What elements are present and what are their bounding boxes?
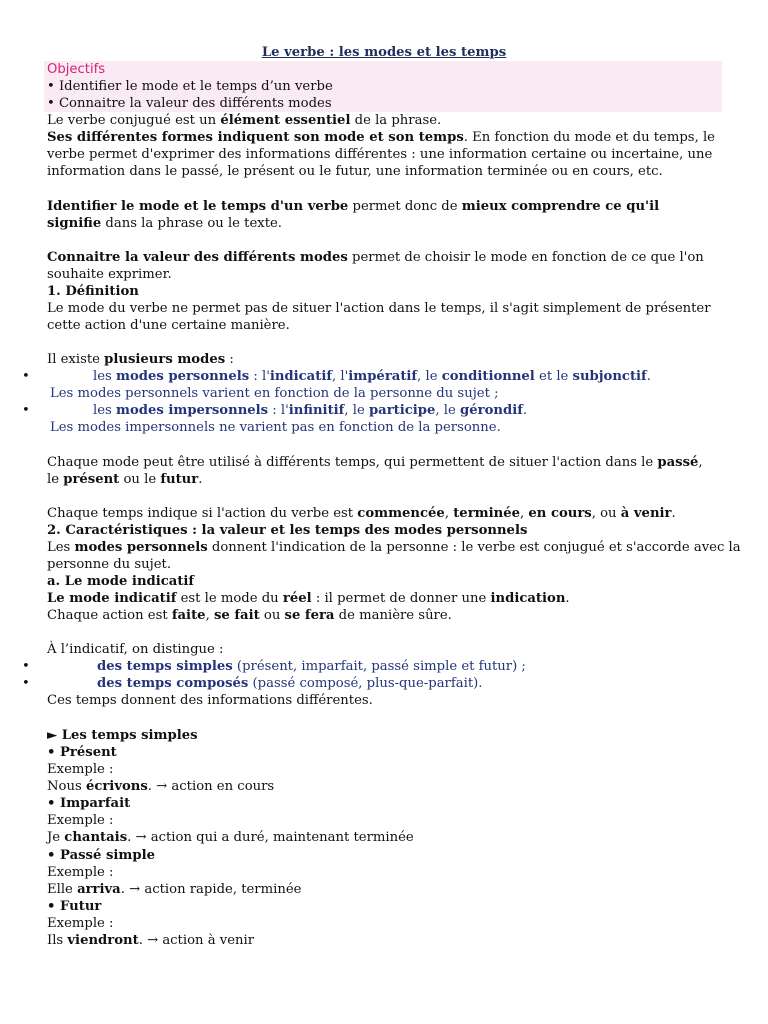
bullet-icon: •	[22, 659, 30, 674]
tenses-line: le présent ou le futur.	[47, 472, 203, 487]
indicatif-line: Le mode indicatif est le mode du réel : il permet de donner une indication.	[47, 591, 570, 606]
characteristics-line: personne du sujet.	[47, 557, 172, 572]
example-label: Exemple :	[47, 916, 114, 931]
definition-line: cette action d'une certaine manière.	[47, 318, 290, 333]
know-line: Connaitre la valeur des différents modes permet de choisir le mode en fonction de ce que l'on	[47, 250, 704, 265]
tense-label-passe-simple: • Passé simple	[47, 848, 155, 863]
list-item-impersonal-modes: les modes impersonnels : l'infinitif, le participe, le gérondif.	[93, 403, 528, 418]
section-heading-definition: 1. Définition	[47, 284, 139, 299]
definition-line: Le mode du verbe ne permet pas de situer l'action dans le temps, il s'agit simplement de présenter	[47, 301, 711, 316]
tense-label-present: • Présent	[47, 745, 117, 760]
characteristics-line: Les modes personnels donnent l'indication de la personne : le verbe est conjugué et s'accorde avec la	[47, 540, 741, 555]
page-title: Le verbe : les modes et les temps	[261, 45, 507, 60]
list-item-simple-tenses: des temps simples (présent, imparfait, passé simple et futur) ;	[97, 659, 526, 674]
objectives-heading: Objectifs	[47, 62, 106, 77]
indicatif-info: Ces temps donnent des informations différentes.	[47, 693, 373, 708]
personal-modes-note: Les modes personnels varient en fonction de la personne du sujet ;	[50, 386, 499, 401]
intro-line: information dans le passé, le présent ou le futur, une information terminée ou en cours, etc.	[47, 164, 663, 179]
tense-label-futur: • Futur	[47, 899, 102, 914]
objective-item: • Identifier le mode et le temps d’un verbe	[47, 79, 333, 94]
intro-line: verbe permet d'exprimer des informations différentes : une information certaine ou incertaine, une	[47, 147, 713, 162]
bullet-icon: •	[22, 676, 30, 691]
indicatif-distinguish: À l’indicatif, on distingue :	[47, 642, 224, 657]
indicatif-line: Chaque action est faite, se fait ou se fera de manière sûre.	[47, 608, 452, 623]
simple-tenses-heading: ► Les temps simples	[47, 728, 198, 743]
intro-line: Ses différentes formes indiquent son mode et son temps. En fonction du mode et du temps, le	[47, 130, 715, 145]
intro-line: Le verbe conjugué est un élément essentiel de la phrase.	[47, 113, 442, 128]
identify-line: Identifier le mode et le temps d'un verbe permet donc de mieux comprendre ce qu'il	[47, 199, 660, 214]
list-item-personal-modes: les modes personnels : l'indicatif, l'impératif, le conditionnel et le subjonctif.	[93, 369, 651, 384]
objective-item: • Connaitre la valeur des différents modes	[47, 96, 332, 111]
bullet-icon: •	[22, 403, 30, 418]
know-line: souhaite exprimer.	[47, 267, 172, 282]
identify-line: signifie dans la phrase ou le texte.	[47, 216, 282, 231]
section-heading-characteristics: 2. Caractéristiques : la valeur et les temps des modes personnels	[47, 523, 528, 538]
subsection-heading-indicatif: a. Le mode indicatif	[47, 574, 195, 589]
example-label: Exemple :	[47, 865, 114, 880]
example-sentence: Je chantais. → action qui a duré, maintenant terminée	[47, 830, 414, 845]
tenses-line: Chaque mode peut être utilisé à différents temps, qui permettent de situer l'action dans le passé,	[47, 455, 703, 470]
modes-intro: Il existe plusieurs modes :	[47, 352, 234, 367]
example-label: Exemple :	[47, 813, 114, 828]
bullet-icon: •	[22, 369, 30, 384]
tenses-line: Chaque temps indique si l'action du verbe est commencée, terminée, en cours, ou à venir.	[47, 506, 676, 521]
impersonal-modes-note: Les modes impersonnels ne varient pas en fonction de la personne.	[50, 420, 501, 435]
example-sentence: Elle arriva. → action rapide, terminée	[47, 882, 302, 897]
list-item-compound-tenses: des temps composés (passé composé, plus-que-parfait).	[97, 676, 483, 691]
example-sentence: Ils viendront. → action à venir	[47, 933, 255, 948]
example-label: Exemple :	[47, 762, 114, 777]
tense-label-imparfait: • Imparfait	[47, 796, 131, 811]
example-sentence: Nous écrivons. → action en cours	[47, 779, 275, 794]
